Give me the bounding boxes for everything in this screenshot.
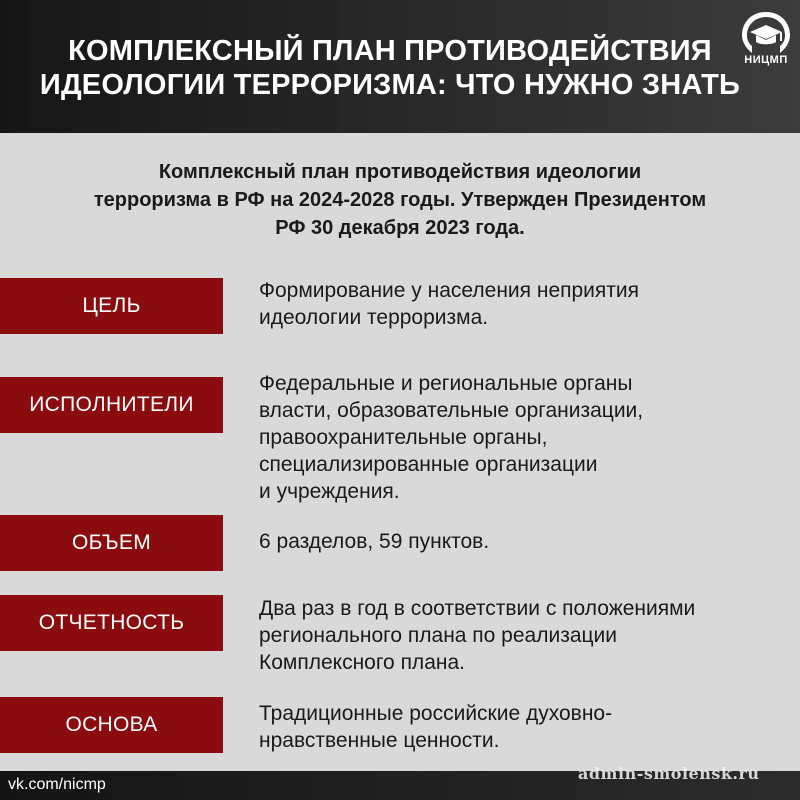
desc-line: нравственные ценности. [259, 729, 500, 752]
desc-line: Два раз в год в соответствии с положениями [259, 597, 696, 620]
desc-executors [259, 370, 789, 505]
title-line-1: КОМПЛЕКСНЫЙ ПЛАН ПРОТИВОДЕЙСТВИЯ [68, 35, 712, 67]
desc-line: и учреждения. [259, 480, 400, 503]
label-basis: ОСНОВА [0, 697, 223, 753]
desc-line: 6 разделов, 59 пунктов. [259, 530, 490, 553]
desc-line: регионального плана по реализации [259, 624, 618, 647]
label-volume: ОБЪЕМ [0, 515, 223, 571]
logo-text: НИЦМП [744, 54, 788, 66]
desc-basis [259, 700, 789, 754]
vk-link[interactable]: vk.com/nicmp [8, 776, 106, 793]
desc-line: Традиционные российские духовно- [259, 702, 613, 725]
subtitle-line-3: РФ 30 декабря 2023 года. [275, 217, 525, 239]
desc-volume [259, 528, 789, 555]
desc-goal [259, 277, 789, 331]
subtitle-line-2: терроризма в РФ на 2024-2028 годы. Утвержден Президентом [93, 189, 707, 211]
desc-line: специализированные организации [259, 453, 598, 476]
label-goal: ЦЕЛЬ [0, 278, 223, 334]
header-banner [0, 0, 800, 133]
desc-line: Федеральные и региональные органы [259, 372, 633, 395]
desc-reporting [259, 595, 789, 676]
label-executors: ИСПОЛНИТЕЛИ [0, 377, 223, 433]
desc-line: Комплексного плана. [259, 651, 465, 674]
watermark: admin-smolensk.ru [578, 764, 760, 783]
page-title [30, 34, 750, 102]
label-reporting: ОТЧЕТНОСТЬ [0, 595, 223, 651]
desc-line: Формирование у населения неприятия [259, 279, 639, 302]
desc-line: идеологии терроризма. [259, 306, 489, 329]
subtitle-line-1: Комплексный план противодействия идеологии [158, 161, 642, 183]
desc-line: власти, образовательные организации, [259, 399, 644, 422]
title-line-2: ИДЕОЛОГИИ ТЕРРОРИЗМА: ЧТО НУЖНО ЗНАТЬ [39, 69, 741, 101]
plan-description [20, 158, 780, 242]
desc-line: правоохранительные органы, [259, 426, 548, 449]
